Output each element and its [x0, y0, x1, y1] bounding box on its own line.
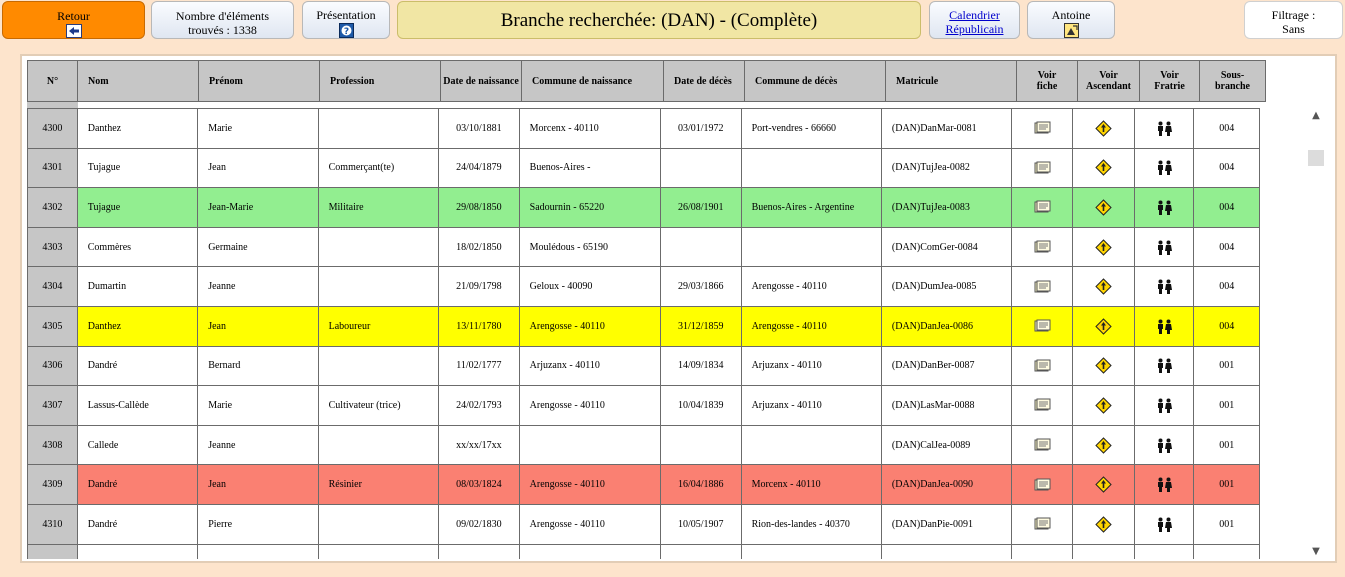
cell-sous-branche: 004 [1194, 267, 1260, 306]
cell-profession: Militaire [319, 188, 439, 227]
cell-sous-branche: 004 [1194, 228, 1260, 267]
document-icon [1034, 398, 1051, 412]
table-header [27, 60, 1266, 102]
document-icon [1034, 200, 1051, 214]
count-display [151, 1, 294, 39]
voir-fiche-button[interactable] [1012, 267, 1073, 306]
cell-empty [1194, 545, 1260, 559]
col-header-profession[interactable]: Profession [320, 60, 441, 102]
cell-num: 4303 [27, 228, 78, 267]
cell-date-naissance: 09/02/1830 [439, 505, 520, 544]
document-icon [1034, 280, 1051, 294]
table-row[interactable] [27, 505, 1260, 545]
cell-profession: Commerçant(te) [319, 149, 439, 188]
presentation-label: Présentation [316, 8, 376, 22]
cell-commune-deces [742, 228, 882, 267]
cell-commune-naissance [520, 426, 661, 465]
voir-fratrie-button[interactable] [1135, 347, 1195, 386]
cell-nom: Commères [78, 228, 198, 267]
voir-fiche-button[interactable] [1012, 386, 1073, 425]
cell-nom: Dandré [78, 347, 198, 386]
ascendant-diamond-icon [1095, 516, 1112, 533]
cell-commune-naissance: Arengosse - 40110 [520, 465, 661, 504]
col-header-sous-branche[interactable]: Sous-branche [1200, 60, 1266, 102]
cell-empty [319, 545, 439, 559]
cell-matricule: (DAN)DanMar-0081 [882, 109, 1012, 148]
cell-empty [882, 545, 1012, 559]
cell-date-naissance: 21/09/1798 [439, 267, 520, 306]
cell-date-naissance: 24/04/1879 [439, 149, 520, 188]
results-panel [20, 54, 1337, 563]
cell-sous-branche: 001 [1194, 505, 1260, 544]
cell-matricule: (DAN)DanJea-0090 [882, 465, 1012, 504]
table-row[interactable] [27, 149, 1260, 189]
table-row[interactable] [27, 347, 1260, 387]
siblings-icon [1156, 358, 1173, 373]
cell-nom: Danthez [78, 307, 198, 346]
ascendant-diamond-icon [1095, 278, 1112, 295]
voir-fratrie-button[interactable] [1135, 465, 1195, 504]
cell-empty [198, 545, 318, 559]
cell-date-deces: 16/04/1886 [661, 465, 742, 504]
voir-ascendant-button[interactable] [1073, 228, 1135, 267]
voir-ascendant-button[interactable] [1073, 307, 1135, 346]
voir-ascendant-button[interactable] [1073, 188, 1135, 227]
voir-fratrie-button[interactable] [1135, 188, 1195, 227]
cell-date-deces [661, 426, 742, 465]
cell-matricule: (DAN)DanJea-0086 [882, 307, 1012, 346]
col-header-num[interactable]: N° [27, 60, 78, 102]
voir-ascendant-button[interactable] [1073, 386, 1135, 425]
cell-date-naissance: 13/11/1780 [439, 307, 520, 346]
user-button[interactable] [1027, 1, 1115, 39]
siblings-icon [1156, 477, 1173, 492]
cell-matricule: (DAN)LasMar-0088 [882, 386, 1012, 425]
document-icon [1034, 517, 1051, 531]
cell-sous-branche: 001 [1194, 465, 1260, 504]
user-label: Antoine [1051, 8, 1091, 22]
siblings-icon [1156, 517, 1173, 532]
col-header-date-deces[interactable]: Date de décès [664, 60, 745, 102]
cell-nom: Tujague [78, 188, 198, 227]
cell-empty [742, 545, 882, 559]
document-icon [1034, 240, 1051, 254]
siblings-icon [1156, 438, 1173, 453]
cell-profession: Résinier [319, 465, 439, 504]
cell-commune-deces: Arjuzanx - 40110 [742, 347, 882, 386]
cell-empty [1073, 545, 1135, 559]
cell-sous-branche: 004 [1194, 149, 1260, 188]
cell-num: 4307 [27, 386, 78, 425]
voir-fiche-button[interactable] [1012, 228, 1073, 267]
cell-num: 4300 [27, 109, 78, 148]
cell-commune-naissance: Morcenx - 40110 [520, 109, 661, 148]
cell-empty [27, 545, 78, 559]
filtrage-display[interactable] [1244, 1, 1343, 39]
cell-nom: Lassus-Callède [78, 386, 198, 425]
ascendant-diamond-icon [1095, 159, 1112, 176]
cell-commune-naissance: Arengosse - 40110 [520, 386, 661, 425]
table-body [27, 109, 1260, 559]
count-label: Nombre d'éléments trouvés : 1338 [175, 9, 270, 37]
cell-num: 4306 [27, 347, 78, 386]
siblings-icon [1156, 319, 1173, 334]
filtrage-label-2: Sans [1282, 22, 1305, 36]
voir-fiche-button[interactable] [1012, 426, 1073, 465]
filtrage-label-1: Filtrage : [1271, 8, 1316, 22]
cell-date-deces: 29/03/1866 [661, 267, 742, 306]
col-header-matricule[interactable]: Matricule [886, 60, 1017, 102]
cell-sous-branche: 001 [1194, 426, 1260, 465]
retour-button[interactable] [2, 1, 145, 39]
col-header-date-naissance[interactable]: Date de naissance [441, 60, 522, 102]
cell-num: 4310 [27, 505, 78, 544]
cell-commune-deces [742, 426, 882, 465]
cell-empty [520, 545, 661, 559]
table-row[interactable] [27, 307, 1260, 347]
cell-matricule: (DAN)CalJea-0089 [882, 426, 1012, 465]
cell-commune-deces: Arengosse - 40110 [742, 267, 882, 306]
cell-nom: Danthez [78, 109, 198, 148]
voir-fiche-button[interactable] [1012, 307, 1073, 346]
cell-date-naissance: 08/03/1824 [439, 465, 520, 504]
cell-empty [78, 545, 198, 559]
siblings-icon [1156, 160, 1173, 175]
voir-ascendant-button[interactable] [1073, 109, 1135, 148]
cell-sous-branche: 004 [1194, 109, 1260, 148]
cell-sous-branche: 001 [1194, 347, 1260, 386]
voir-fratrie-button[interactable] [1135, 386, 1195, 425]
cell-date-deces: 03/01/1972 [661, 109, 742, 148]
cell-num: 4301 [27, 149, 78, 188]
cell-commune-deces: Rion-des-landes - 40370 [742, 505, 882, 544]
cell-profession [319, 267, 439, 306]
cell-date-deces: 31/12/1859 [661, 307, 742, 346]
user-card-icon [1064, 23, 1079, 38]
document-icon [1034, 161, 1051, 175]
cell-commune-deces: Arjuzanx - 40110 [742, 386, 882, 425]
col-header-voir-ascendant: Voir Ascendant [1078, 60, 1140, 102]
voir-fiche-button[interactable] [1012, 109, 1073, 148]
voir-fiche-button[interactable] [1012, 347, 1073, 386]
cell-num: 4308 [27, 426, 78, 465]
cell-prenom: Germaine [198, 228, 318, 267]
cell-profession [319, 347, 439, 386]
cell-date-naissance: xx/xx/17xx [439, 426, 520, 465]
siblings-icon [1156, 398, 1173, 413]
table-row[interactable] [27, 267, 1260, 307]
cell-profession: Laboureur [319, 307, 439, 346]
col-header-nom[interactable]: Nom [78, 60, 199, 102]
table-row[interactable] [27, 228, 1260, 268]
table-row[interactable] [27, 188, 1260, 228]
scroll-down-icon[interactable]: ▼ [1312, 546, 1320, 557]
col-header-commune-naissance[interactable]: Commune de naissance [522, 60, 664, 102]
cell-commune-naissance: Sadournin - 65220 [520, 188, 661, 227]
top-toolbar [0, 0, 1345, 43]
cell-empty [661, 545, 742, 559]
cell-empty [439, 545, 520, 559]
help-icon [339, 23, 354, 38]
presentation-button[interactable] [302, 1, 390, 39]
cell-prenom: Marie [198, 386, 318, 425]
cell-matricule: (DAN)DanBer-0087 [882, 347, 1012, 386]
ascendant-diamond-icon [1095, 239, 1112, 256]
cell-prenom: Jean [198, 307, 318, 346]
col-header-voir-fiche: Voir fiche [1017, 60, 1078, 102]
document-icon [1034, 438, 1051, 452]
col-header-voir-fratrie: Voir Fratrie [1140, 60, 1200, 102]
voir-fratrie-button[interactable] [1135, 505, 1195, 544]
cell-prenom: Marie [198, 109, 318, 148]
cell-matricule: (DAN)TujJea-0083 [882, 188, 1012, 227]
table-row[interactable] [27, 386, 1260, 426]
siblings-icon [1156, 121, 1173, 136]
calendrier-label-1: Calendrier [949, 8, 1000, 22]
cell-commune-deces: Port-vendres - 66660 [742, 109, 882, 148]
table-row[interactable] [27, 465, 1260, 505]
cell-date-deces: 10/04/1839 [661, 386, 742, 425]
table-spacer [27, 102, 1260, 107]
cell-nom: Dumartin [78, 267, 198, 306]
cell-profession [319, 228, 439, 267]
cell-num: 4309 [27, 465, 78, 504]
cell-commune-naissance: Moulédous - 65190 [520, 228, 661, 267]
voir-fratrie-button[interactable] [1135, 109, 1195, 148]
cell-prenom: Jean [198, 465, 318, 504]
cell-num: 4305 [27, 307, 78, 346]
document-icon [1034, 359, 1051, 373]
cell-matricule: (DAN)TujJea-0082 [882, 149, 1012, 188]
voir-fiche-button[interactable] [1012, 465, 1073, 504]
scroll-up-icon[interactable]: ▲ [1312, 110, 1320, 121]
cell-sous-branche: 001 [1194, 386, 1260, 425]
cell-matricule: (DAN)DumJea-0085 [882, 267, 1012, 306]
cell-commune-naissance: Buenos-Aires - [520, 149, 661, 188]
cell-commune-naissance: Arjuzanx - 40110 [520, 347, 661, 386]
ascendant-diamond-icon [1095, 318, 1112, 335]
cell-sous-branche: 004 [1194, 307, 1260, 346]
voir-fiche-button[interactable] [1012, 149, 1073, 188]
cell-profession [319, 505, 439, 544]
cell-date-deces [661, 149, 742, 188]
table-row[interactable] [27, 426, 1260, 466]
cell-empty [1012, 545, 1073, 559]
cell-date-naissance: 24/02/1793 [439, 386, 520, 425]
svg-text:?: ? [343, 27, 349, 37]
cell-date-naissance: 11/02/1777 [439, 347, 520, 386]
cell-nom: Dandré [78, 465, 198, 504]
cell-date-deces: 10/05/1907 [661, 505, 742, 544]
col-header-prenom[interactable]: Prénom [199, 60, 320, 102]
siblings-icon [1156, 200, 1173, 215]
voir-ascendant-button[interactable] [1073, 426, 1135, 465]
cell-date-deces [661, 228, 742, 267]
cell-date-deces: 26/08/1901 [661, 188, 742, 227]
voir-ascendant-button[interactable] [1073, 505, 1135, 544]
cell-profession: Cultivateur (trice) [319, 386, 439, 425]
document-icon [1034, 319, 1051, 333]
voir-fratrie-button[interactable] [1135, 149, 1195, 188]
voir-fratrie-button[interactable] [1135, 267, 1195, 306]
ascendant-diamond-icon [1095, 357, 1112, 374]
cell-commune-deces: Arengosse - 40110 [742, 307, 882, 346]
table-row-partial [27, 545, 1260, 559]
cell-profession [319, 109, 439, 148]
cell-nom: Dandré [78, 505, 198, 544]
back-arrow-icon [66, 24, 82, 38]
voir-fratrie-button[interactable] [1135, 228, 1195, 267]
siblings-icon [1156, 279, 1173, 294]
vertical-scrollbar[interactable] [1307, 108, 1325, 560]
calendrier-label-2: Républicain [945, 22, 1004, 36]
cell-commune-naissance: Arengosse - 40110 [520, 505, 661, 544]
voir-ascendant-button[interactable] [1073, 347, 1135, 386]
cell-nom: Callede [78, 426, 198, 465]
cell-date-deces: 14/09/1834 [661, 347, 742, 386]
voir-fratrie-button[interactable] [1135, 426, 1195, 465]
cell-matricule: (DAN)DanPie-0091 [882, 505, 1012, 544]
cell-prenom: Jeanne [198, 267, 318, 306]
cell-prenom: Pierre [198, 505, 318, 544]
table-row[interactable] [27, 109, 1260, 149]
cell-prenom: Jean-Marie [198, 188, 318, 227]
retour-label: Retour [57, 9, 90, 23]
cell-nom: Tujague [78, 149, 198, 188]
ascendant-diamond-icon [1095, 397, 1112, 414]
cell-commune-deces: Buenos-Aires - Argentine [742, 188, 882, 227]
ascendant-diamond-icon [1095, 437, 1112, 454]
voir-ascendant-button[interactable] [1073, 465, 1135, 504]
cell-date-naissance: 03/10/1881 [439, 109, 520, 148]
cell-num: 4302 [27, 188, 78, 227]
col-header-commune-deces[interactable]: Commune de décès [745, 60, 886, 102]
siblings-icon [1156, 240, 1173, 255]
voir-fiche-button[interactable] [1012, 188, 1073, 227]
cell-date-naissance: 18/02/1850 [439, 228, 520, 267]
cell-sous-branche: 004 [1194, 188, 1260, 227]
calendrier-republicain-link[interactable] [929, 1, 1020, 39]
cell-matricule: (DAN)ComGer-0084 [882, 228, 1012, 267]
cell-commune-naissance: Arengosse - 40110 [520, 307, 661, 346]
ascendant-diamond-icon [1095, 476, 1112, 493]
cell-prenom: Jeanne [198, 426, 318, 465]
ascendant-diamond-icon [1095, 199, 1112, 216]
voir-ascendant-button[interactable] [1073, 149, 1135, 188]
document-icon [1034, 478, 1051, 492]
scroll-thumb[interactable] [1308, 150, 1324, 166]
ascendant-diamond-icon [1095, 120, 1112, 137]
voir-fratrie-button[interactable] [1135, 307, 1195, 346]
cell-commune-deces: Morcenx - 40110 [742, 465, 882, 504]
cell-profession [319, 426, 439, 465]
cell-prenom: Jean [198, 149, 318, 188]
cell-num: 4304 [27, 267, 78, 306]
cell-commune-deces [742, 149, 882, 188]
voir-ascendant-button[interactable] [1073, 267, 1135, 306]
cell-date-naissance: 29/08/1850 [439, 188, 520, 227]
cell-prenom: Bernard [198, 347, 318, 386]
document-icon [1034, 121, 1051, 135]
cell-empty [1135, 545, 1195, 559]
voir-fiche-button[interactable] [1012, 505, 1073, 544]
cell-commune-naissance: Geloux - 40090 [520, 267, 661, 306]
page-title: Branche recherchée: (DAN) - (Complète) [397, 1, 921, 39]
